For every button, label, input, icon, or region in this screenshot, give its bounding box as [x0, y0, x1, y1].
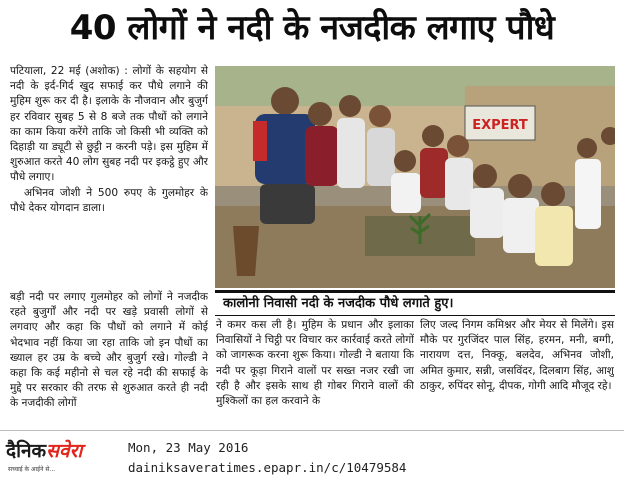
- article-photo: [215, 66, 615, 288]
- photo-bucket: [233, 226, 259, 276]
- logo-tagline: सच्चाई के आईने से...: [8, 466, 56, 473]
- newspaper-logo[interactable]: [6, 439, 118, 489]
- article-url[interactable]: dainiksaveratimes.epapr.in/c/10479584: [128, 460, 407, 475]
- article-paragraph: पटियाला, 22 मई (अशोक) : लोगों के सहयोग से नदी के इर्द-गिर्द खुद सफाई कर पौधे लगाने की मुहिम शुरू कर दी है। इलाके के नौजवान और बुजुर्ग हर रविवार सुबह 5 से 8 बजे तक पौधों को लगाने का काम किया करेंगे ताकि जो किसी भी व्यक्ति को दिहाड़ी या ड्यूटी से छुट्टी न करनी पड़े। इस मुहिम में शुरुआत करते 40 लोग सुबह नदी पर इकट्ठे हुए और पौधे लगाए।: [10, 65, 208, 184]
- article-paragraph: बड़ी नदी पर लगाए गुलमोहर को लोगों ने नजदीक रहते बुजुर्गों और नदी पर खड़े प्रवासी लोगों से लगवाए और कहा कि पौधों को लगाने में कोई भेदभाव नहीं किया जा रहा ताकि जो इन पौधों का ख्याल हर उम्र के बच्चे और बुजुर्ग रखे। गोल्डी ने कहा कि कई महीनो से चल रहे नदी की सफाई के मुद्दे पर सरकार की तरफ से शुरुआत करते ही नदी के नजदीकी लोगों: [10, 291, 208, 410]
- article-column-middle: [216, 318, 414, 426]
- article-column-right: [420, 318, 614, 426]
- article-headline: 40 लोगों ने नदी के नजदीक लगाए पौधे: [69, 8, 555, 48]
- photo-illustration: [215, 66, 615, 288]
- logo-text-savera: सवेरा: [46, 440, 83, 462]
- article-paragraph: लिए जल्द निगम कमिश्नर और मेयर से मिलेंगे। इस मौके पर गुरजिंदर पाल सिंह, हरमन, मनी, बग्गी, नारायण दत्त, निक्कू, बलदेव, अभिनव जोशी, अमित कुमार, सन्नी, जसविंदर, दिलबाग सिंह, आशु ठाकुर, रुपिंदर सोनू, दीपक, गोगी आदि मौजूद रहे।: [420, 319, 614, 392]
- article-column-left-bottom: [10, 290, 208, 426]
- article-column-left-top: [10, 64, 208, 290]
- photo-sign-text: EXPERT: [472, 118, 528, 133]
- logo-wordmark: [6, 439, 82, 463]
- logo-text-dainik: दैनिक: [6, 440, 47, 462]
- photo-caption: कालोनी निवासी नदी के नजदीक पौधे लगाते हुए।: [215, 290, 615, 316]
- edition-date: Mon, 23 May 2016: [128, 440, 249, 455]
- article-paragraph: अभिनव जोशी ने 500 रुपए के गुलमोहर के पौधे देकर योगदान डाला।: [10, 186, 208, 214]
- epaper-footer: [0, 430, 624, 502]
- article-paragraph: ने कमर कस ली है। मुहिम के प्रधान और इलाका निवासियों ने चिट्ठी पर विचार कर कार्रवाई करते लोगों को जागरूक करना शुरू किया। गोल्डी ने बताया कि नदी पर कूड़ा गिराने वालों पर सख्त नजर रखी जा रही है और इसके साथ ही गोबर गिराने वालों की मुश्किलों का हल करवाने के: [216, 319, 414, 408]
